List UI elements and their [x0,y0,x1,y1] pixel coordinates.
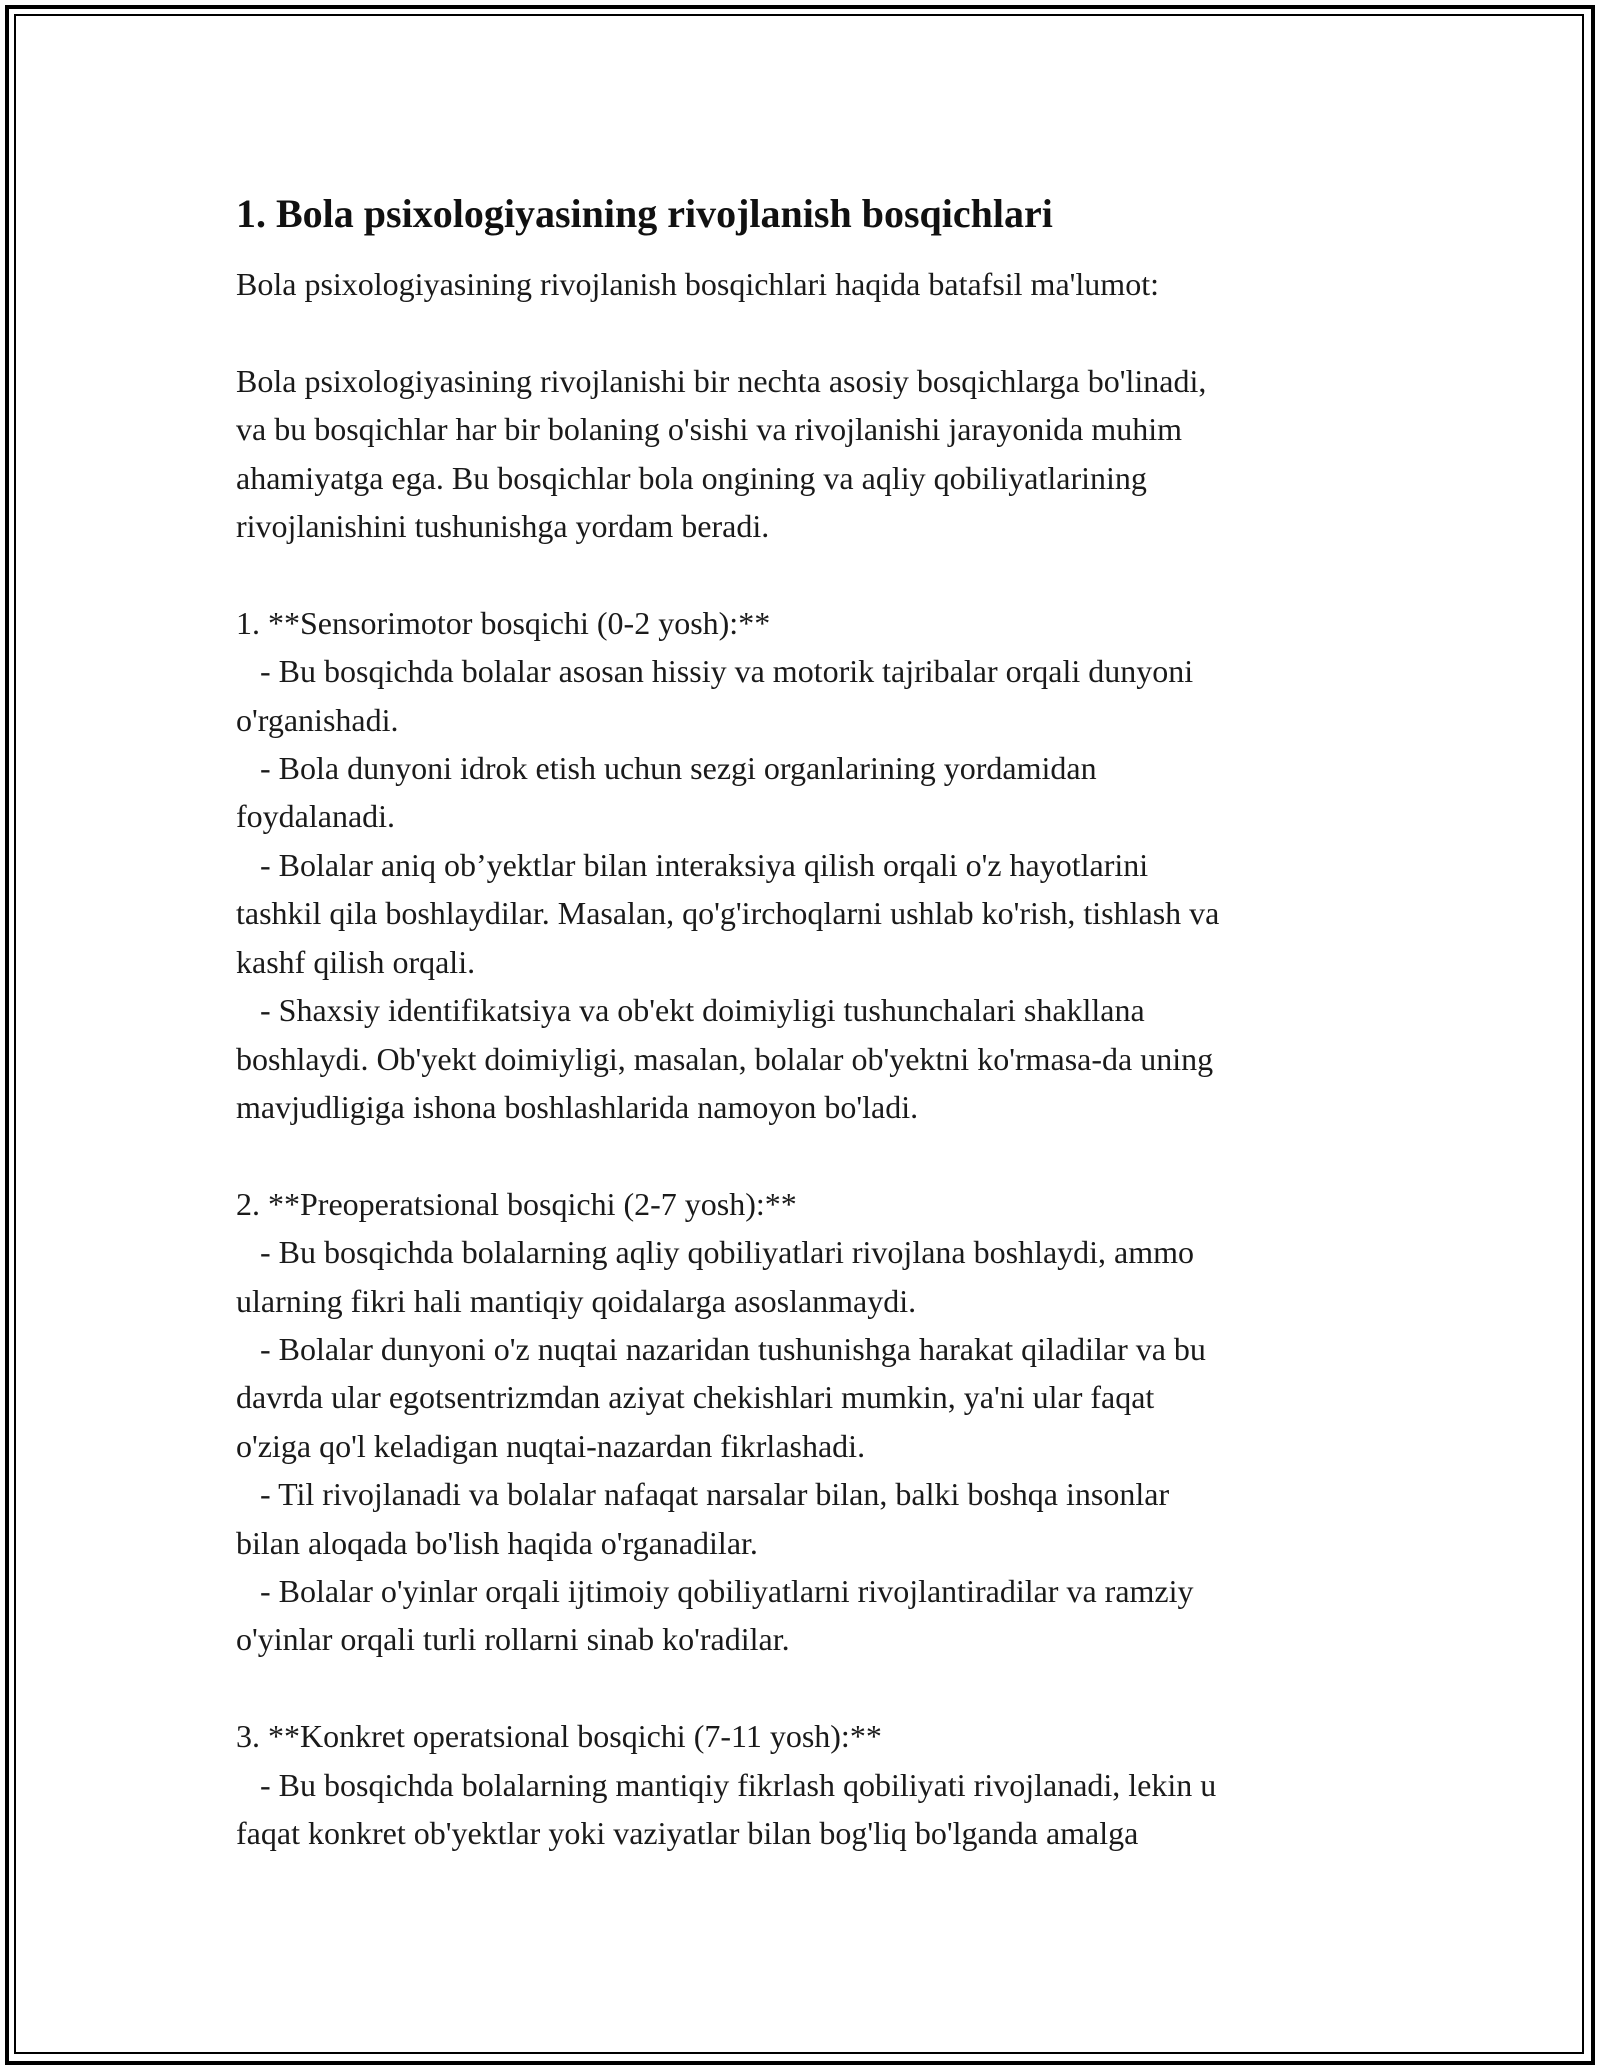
document-text: Bola psixologiyasining rivojlanish bosqichlari haqida batafsil ma'lumot: Bola psixologiyasining rivojlanishi bir nechta asosiy bosqichlarga bo'linadi, va bu bosqichlar har bir bolaning o'sishi va rivojlanishi jarayonida muhim ahamiyatga ega. Bu bosqichlar bola ongining va aqliy qobiliyatlarining rivojlanishini tushunishga yordam beradi. 1. **Sensorimotor bosqichi (0-2 yosh):** - Bu bosqichda bolalar asosan hissiy va motorik tajribalar orqali dunyoni o'rganishadi. - Bola dunyoni idrok etish uchun sezgi organlarining yordamidan foydalanadi. - Bolalar aniq ob’yektlar bilan interaksiya qilish orqali o'z hayotlarini tashkil qila boshlaydilar. Masalan, qo'g'irchoqlarni ushlab ko'rish, tishlash va kashf qilish orqali. - Shaxsiy identifikatsiya va ob'ekt doimiyligi tushunchalari shakllana boshlaydi. Ob'yekt doimiyligi, masalan, bolalar ob'yektni ko'rmasa-da uning mavjudligiga ishona boshlashlarida namoyon bo'ladi. 2. **Preoperatsional bosqichi (2-7 yosh):** - Bu bosqichda bolalarning aqliy qobiliyatlari rivojlana boshlaydi, ammo ularning fikri hali mantiqiy qoidalarga asoslanmaydi. - Bolalar dunyoni o'z nuqtai nazaridan tushunishga harakat qiladilar va bu davrda ular egotsentrizmdan aziyat chekishlari mumkin, ya'ni ular faqat o'ziga qo'l keladigan nuqtai-nazardan fikrlashadi. - Til rivojlanadi va bolalar nafaqat narsalar bilan, balki boshqa insonlar bilan aloqada bo'lish haqida o'rganadilar. - Bolalar o'yinlar orqali ijtimoiy qobiliyatlarni rivojlantiradilar va ramziy o'yinlar orqali turli rollarni sinab ko'radilar. 3. **Konkret operatsional bosqichi (7-11 yosh):** - Bu bosqichda bolalarning mantiqiy fikrlash qobiliyati rivojlanadi, lekin u faqat konkret ob'yektlar yoki vaziyatlar bilan bog'liq bo'lganda amalga [236,266,1220,1851]
document-body [236,188,1386,1857]
document-title: 1. Bola psixologiyasining rivojlanish bosqichlari [236,191,1053,236]
